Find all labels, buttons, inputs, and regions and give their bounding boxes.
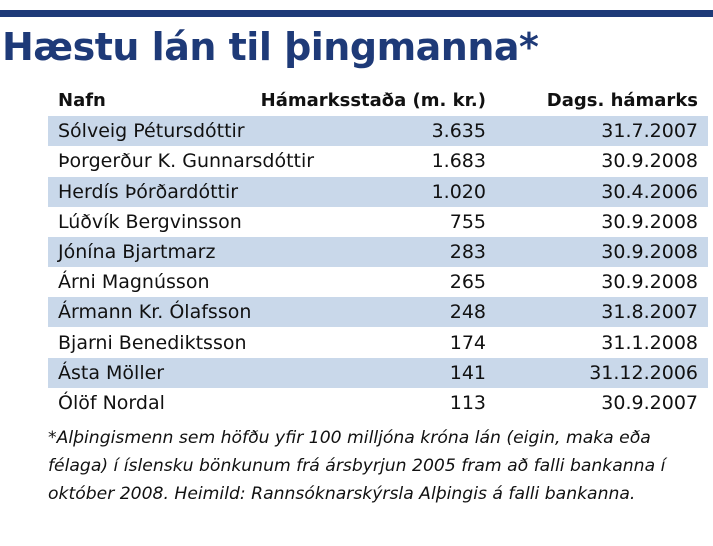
row-name: Jónína Bjartmarz <box>58 240 216 263</box>
row-amount: 1.683 <box>431 150 486 173</box>
row-date: 30.9.2007 <box>601 391 698 414</box>
row-name: Sólveig Pétursdóttir <box>58 120 245 143</box>
row-date: 31.1.2008 <box>601 331 698 354</box>
table-row <box>48 267 708 297</box>
row-date: 30.4.2006 <box>601 180 698 203</box>
row-name: Bjarni Benediktsson <box>58 331 247 354</box>
row-name: Þorgerður K. Gunnarsdóttir <box>58 150 315 173</box>
row-name: Herdís Þórðardóttir <box>58 180 239 203</box>
table-row <box>48 146 708 176</box>
row-name: Lúðvík Bergvinsson <box>58 210 242 233</box>
row-date: 30.9.2008 <box>601 271 698 294</box>
table-row <box>48 237 708 267</box>
row-date: 30.9.2008 <box>601 210 698 233</box>
row-name: Ásta Möller <box>58 361 165 384</box>
header-amount: Hámarksstaða (m. kr.) <box>260 89 486 111</box>
row-date: 31.7.2007 <box>601 120 698 143</box>
row-amount: 113 <box>449 391 486 414</box>
table-row <box>48 116 708 146</box>
loans-table <box>48 84 708 418</box>
table-row <box>48 388 708 418</box>
page-title: Hæstu lán til þingmanna* <box>2 25 539 69</box>
row-date: 30.9.2008 <box>601 240 698 263</box>
row-amount: 174 <box>449 331 486 354</box>
row-name: Árni Magnússon <box>58 271 210 294</box>
table-row <box>48 207 708 237</box>
row-name: Ólöf Nordal <box>58 391 165 414</box>
table-row <box>48 177 708 207</box>
table-header-row <box>48 84 708 116</box>
footnote: *Alþingismenn sem höfðu yfir 100 milljóna króna lán (eigin, maka eða félaga) í íslensku bönkunum frá ársbyrjun 2005 fram að falli bankanna í október 2008. Heimild: Rannsóknarskýrsla Alþingis á falli bankanna. <box>48 428 666 504</box>
row-date: 31.12.2006 <box>589 361 698 384</box>
table-row <box>48 358 708 388</box>
top-rule <box>0 10 713 17</box>
header-name: Nafn <box>58 89 106 111</box>
row-amount: 248 <box>449 301 486 324</box>
row-date: 30.9.2008 <box>601 150 698 173</box>
table-row <box>48 297 708 327</box>
row-amount: 3.635 <box>431 120 486 143</box>
row-amount: 283 <box>449 240 486 263</box>
row-amount: 141 <box>449 361 486 384</box>
row-name: Ármann Kr. Ólafsson <box>58 301 252 324</box>
header-date: Dags. hámarks <box>546 89 698 111</box>
table-row <box>48 328 708 358</box>
row-amount: 755 <box>449 210 486 233</box>
row-date: 31.8.2007 <box>601 301 698 324</box>
row-amount: 265 <box>449 271 486 294</box>
row-amount: 1.020 <box>431 180 486 203</box>
